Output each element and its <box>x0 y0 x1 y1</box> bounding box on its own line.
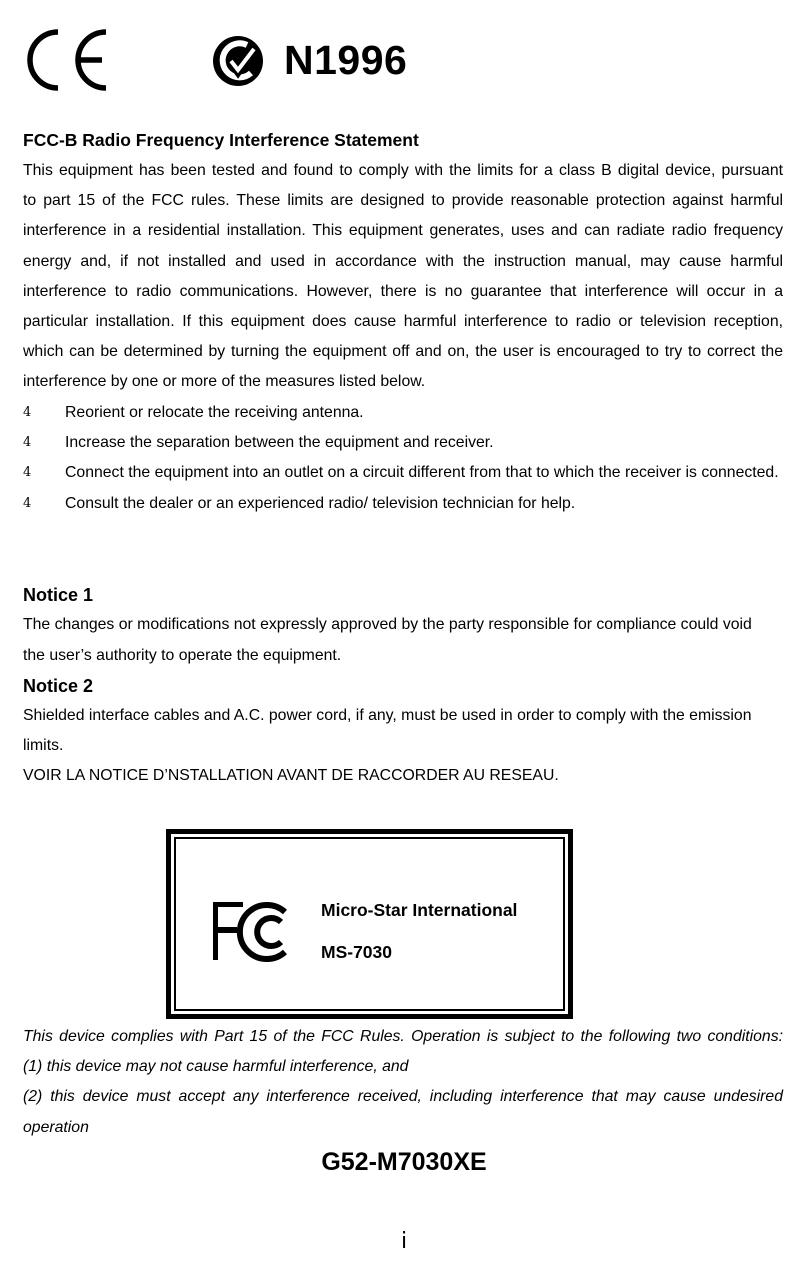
fcc-label-model: MS-7030 <box>321 942 393 962</box>
fcc-statement-paragraph <box>23 156 783 398</box>
compliance-line: This device complies with Part 15 of the FCC Rules. Operation is subject to the following two conditions: <box>23 1028 783 1045</box>
ctick-supplier-code: N1996 <box>284 37 408 83</box>
part-number: G52-M7030XE <box>321 1148 487 1176</box>
notice-1-line: the user’s authority to operate the equipment. <box>23 647 342 664</box>
fcc-label-company: Micro-Star International <box>321 900 518 920</box>
notice-2-line: limits. <box>23 737 64 754</box>
notice-2-title: Notice 2 <box>23 676 94 696</box>
list-item-text: Connect the equipment into an outlet on a circuit different from that to which the receiver is connected. <box>65 464 779 482</box>
paragraph-line: interference in a residential installation. This equipment generates, uses and can radiate radio frequency <box>23 222 783 240</box>
fcc-statement-title: FCC-B Radio Frequency Interference Statement <box>23 130 419 150</box>
list-item-text: Consult the dealer or an experienced radio/ television technician for help. <box>65 494 576 512</box>
list-item <box>23 489 783 519</box>
paragraph-line: to part 15 of the FCC rules. These limits are designed to provide reasonable protection against harmful <box>23 192 783 210</box>
list-item-text: Increase the separation between the equipment and receiver. <box>65 434 494 452</box>
paragraph-line: This equipment has been tested and found to comply with the limits for a class B digital device, pursuant <box>23 162 783 179</box>
bullet-marker: 4 <box>23 465 32 481</box>
paragraph-line: which can be determined by turning the equipment off and on, the user is encouraged to try to correct the <box>23 343 783 361</box>
fcc-label-inner-border <box>174 837 565 1011</box>
notice-1-title: Notice 1 <box>23 585 94 605</box>
list-item-text: Reorient or relocate the receiving antenna. <box>65 404 364 421</box>
fcc-logo-icon <box>213 902 293 962</box>
bullet-marker: 4 <box>23 435 32 451</box>
compliance-statement <box>23 1022 783 1143</box>
c-tick-icon <box>211 35 265 87</box>
list-item <box>23 428 783 458</box>
paragraph-line: interference by one or more of the measures listed below. <box>23 373 426 391</box>
bullet-marker: 4 <box>23 405 32 420</box>
list-item <box>23 458 783 488</box>
compliance-line: (1) this device may not cause harmful interference, and <box>23 1058 409 1076</box>
measures-list <box>23 398 783 519</box>
notice-1-line: The changes or modifications not expressly approved by the party responsible for compliance could void <box>23 616 752 633</box>
fcc-label-box <box>166 829 573 1019</box>
paragraph-line: interference to radio communications. However, there is no guarantee that interference will occur in a <box>23 282 783 300</box>
notice-2-line: Shielded interface cables and A.C. power cord, if any, must be used in order to comply with the emission <box>23 707 752 724</box>
compliance-line: (2) this device must accept any interference received, including interference that may cause undesired <box>23 1088 783 1106</box>
french-notice: VOIR LA NOTICE D’NSTALLATION AVANT DE RACCORDER AU RESEAU. <box>23 767 559 784</box>
compliance-line: operation <box>23 1118 89 1136</box>
list-item <box>23 398 783 428</box>
page-number: i <box>400 1229 408 1254</box>
paragraph-line: particular installation. If this equipment does cause harmful interference to radio or television reception, <box>23 313 783 331</box>
ce-mark-logo <box>24 26 110 94</box>
bullet-marker: 4 <box>23 495 32 511</box>
paragraph-line: energy and, if not installed and used in accordance with the instruction manual, may cause harmful <box>23 252 783 270</box>
